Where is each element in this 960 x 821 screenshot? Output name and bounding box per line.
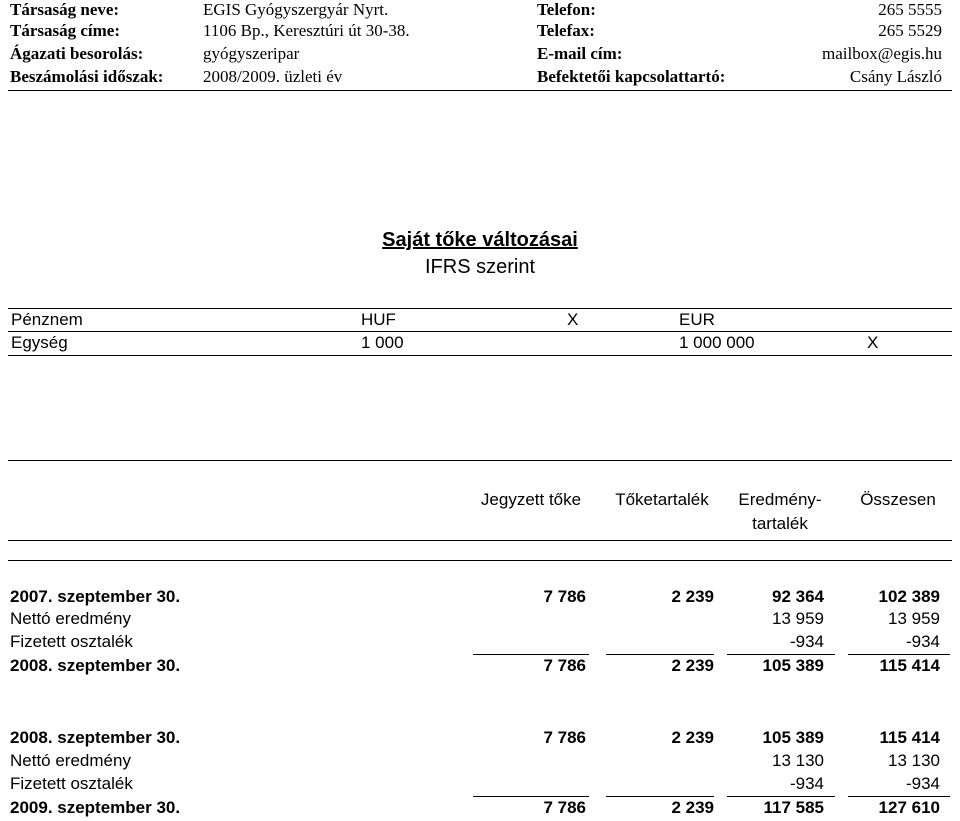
currency-bottom-line (8, 355, 952, 356)
table-row (8, 774, 952, 796)
cell-total: 13 959 (888, 609, 940, 628)
col-header-registered-capital: Jegyzett tőke (480, 490, 582, 509)
cell-retained-earnings: 92 364 (772, 587, 824, 606)
unit-million: 1 000 000 (679, 333, 755, 352)
subtotal-underline (848, 796, 950, 797)
cell-registered-capital: 7 786 (543, 728, 586, 747)
subtotal-underline (848, 654, 950, 655)
col-header-retained-earnings-line2: tartalék (752, 514, 808, 533)
company-name: EGIS Gyógyszergyár Nyrt. (203, 0, 389, 19)
cell-retained-earnings: -934 (789, 774, 824, 793)
ir-contact-value: Csány László (849, 67, 942, 86)
company-name-label: Társaság neve: (10, 0, 120, 19)
row-label: 2009. szeptember 30. (10, 798, 181, 817)
row-label: Nettó eredmény (10, 609, 131, 628)
ir-contact-label: Befektetői kapcsolattartó: (537, 67, 726, 86)
cell-capital-reserve: 2 239 (671, 728, 714, 747)
cell-registered-capital: 7 786 (543, 587, 586, 606)
currency-huf-mark: X (567, 310, 579, 329)
row-label: 2008. szeptember 30. (10, 656, 181, 675)
currency-top-line (8, 308, 952, 309)
row-label: 2008. szeptember 30. (10, 728, 181, 747)
cell-total: 102 389 (878, 587, 940, 606)
cell-retained-earnings: 105 389 (762, 656, 824, 675)
cell-total: 13 130 (888, 751, 940, 770)
phone-label: Telefon: (537, 0, 596, 19)
period-label: Beszámolási időszak: (10, 67, 164, 86)
cell-total: 115 414 (879, 728, 940, 747)
table-row (8, 587, 952, 609)
col-header-retained-earnings-line1: Eredmény- (738, 490, 822, 509)
cell-total: 115 414 (879, 656, 940, 675)
cell-retained-earnings: 105 389 (762, 728, 824, 747)
table-row (8, 656, 952, 678)
table-header-divider-2 (8, 560, 952, 561)
sector-label: Ágazati besorolás: (10, 44, 144, 63)
email-label: E-mail cím: (537, 44, 623, 63)
cell-retained-earnings: 117 585 (763, 798, 824, 817)
period-value: 2008/2009. üzleti év (203, 67, 343, 86)
cell-total: 127 610 (878, 798, 940, 817)
currency-huf: HUF (361, 310, 396, 329)
unit-label: Egység (11, 333, 68, 352)
cell-total: -934 (905, 632, 940, 651)
table-row (8, 609, 952, 631)
subtotal-underline (606, 796, 714, 797)
currency-eur: EUR (679, 310, 715, 329)
cell-capital-reserve: 2 239 (671, 587, 714, 606)
row-label: Nettó eredmény (10, 751, 131, 770)
row-label: Fizetett osztalék (10, 774, 133, 793)
cell-retained-earnings: -934 (789, 632, 824, 651)
cell-capital-reserve: 2 239 (671, 798, 714, 817)
company-address: 1106 Bp., Keresztúri út 30-38. (203, 21, 410, 40)
page-subtitle: IFRS szerint (424, 256, 536, 278)
sector-value: gyógyszeripar (203, 44, 300, 63)
phone-value: 265 5555 (878, 0, 942, 19)
unit-mark: X (867, 333, 879, 352)
cell-registered-capital: 7 786 (543, 656, 586, 675)
unit-thousand: 1 000 (361, 333, 404, 352)
cell-retained-earnings: 13 130 (772, 751, 824, 770)
header-divider (8, 90, 952, 91)
fax-label: Telefax: (537, 21, 595, 40)
subtotal-underline (473, 796, 589, 797)
table-row (8, 798, 952, 820)
row-label: 2007. szeptember 30. (10, 587, 181, 606)
cell-capital-reserve: 2 239 (671, 656, 714, 675)
subtotal-underline (473, 654, 589, 655)
subtotal-underline (727, 796, 835, 797)
currency-mid-line (8, 331, 952, 332)
table-header-divider-1 (8, 540, 952, 541)
fax-value: 265 5529 (878, 21, 942, 40)
cell-total: -934 (905, 774, 940, 793)
email-value[interactable]: mailbox@egis.hu (821, 44, 942, 63)
table-row (8, 728, 952, 750)
col-header-total: Összesen (860, 490, 936, 509)
page-title: Saját tőke változásai (382, 229, 578, 251)
subtotal-underline (727, 654, 835, 655)
cell-registered-capital: 7 786 (543, 798, 586, 817)
table-top-line (8, 460, 952, 461)
company-address-label: Társaság címe: (10, 21, 121, 40)
table-row (8, 632, 952, 654)
subtotal-underline (606, 654, 714, 655)
currency-label: Pénznem (11, 310, 83, 329)
col-header-retained-earnings (724, 488, 836, 536)
row-label: Fizetett osztalék (10, 632, 133, 651)
cell-retained-earnings: 13 959 (772, 609, 824, 628)
table-row (8, 751, 952, 773)
col-header-capital-reserve: Tőketartalék (615, 490, 709, 509)
